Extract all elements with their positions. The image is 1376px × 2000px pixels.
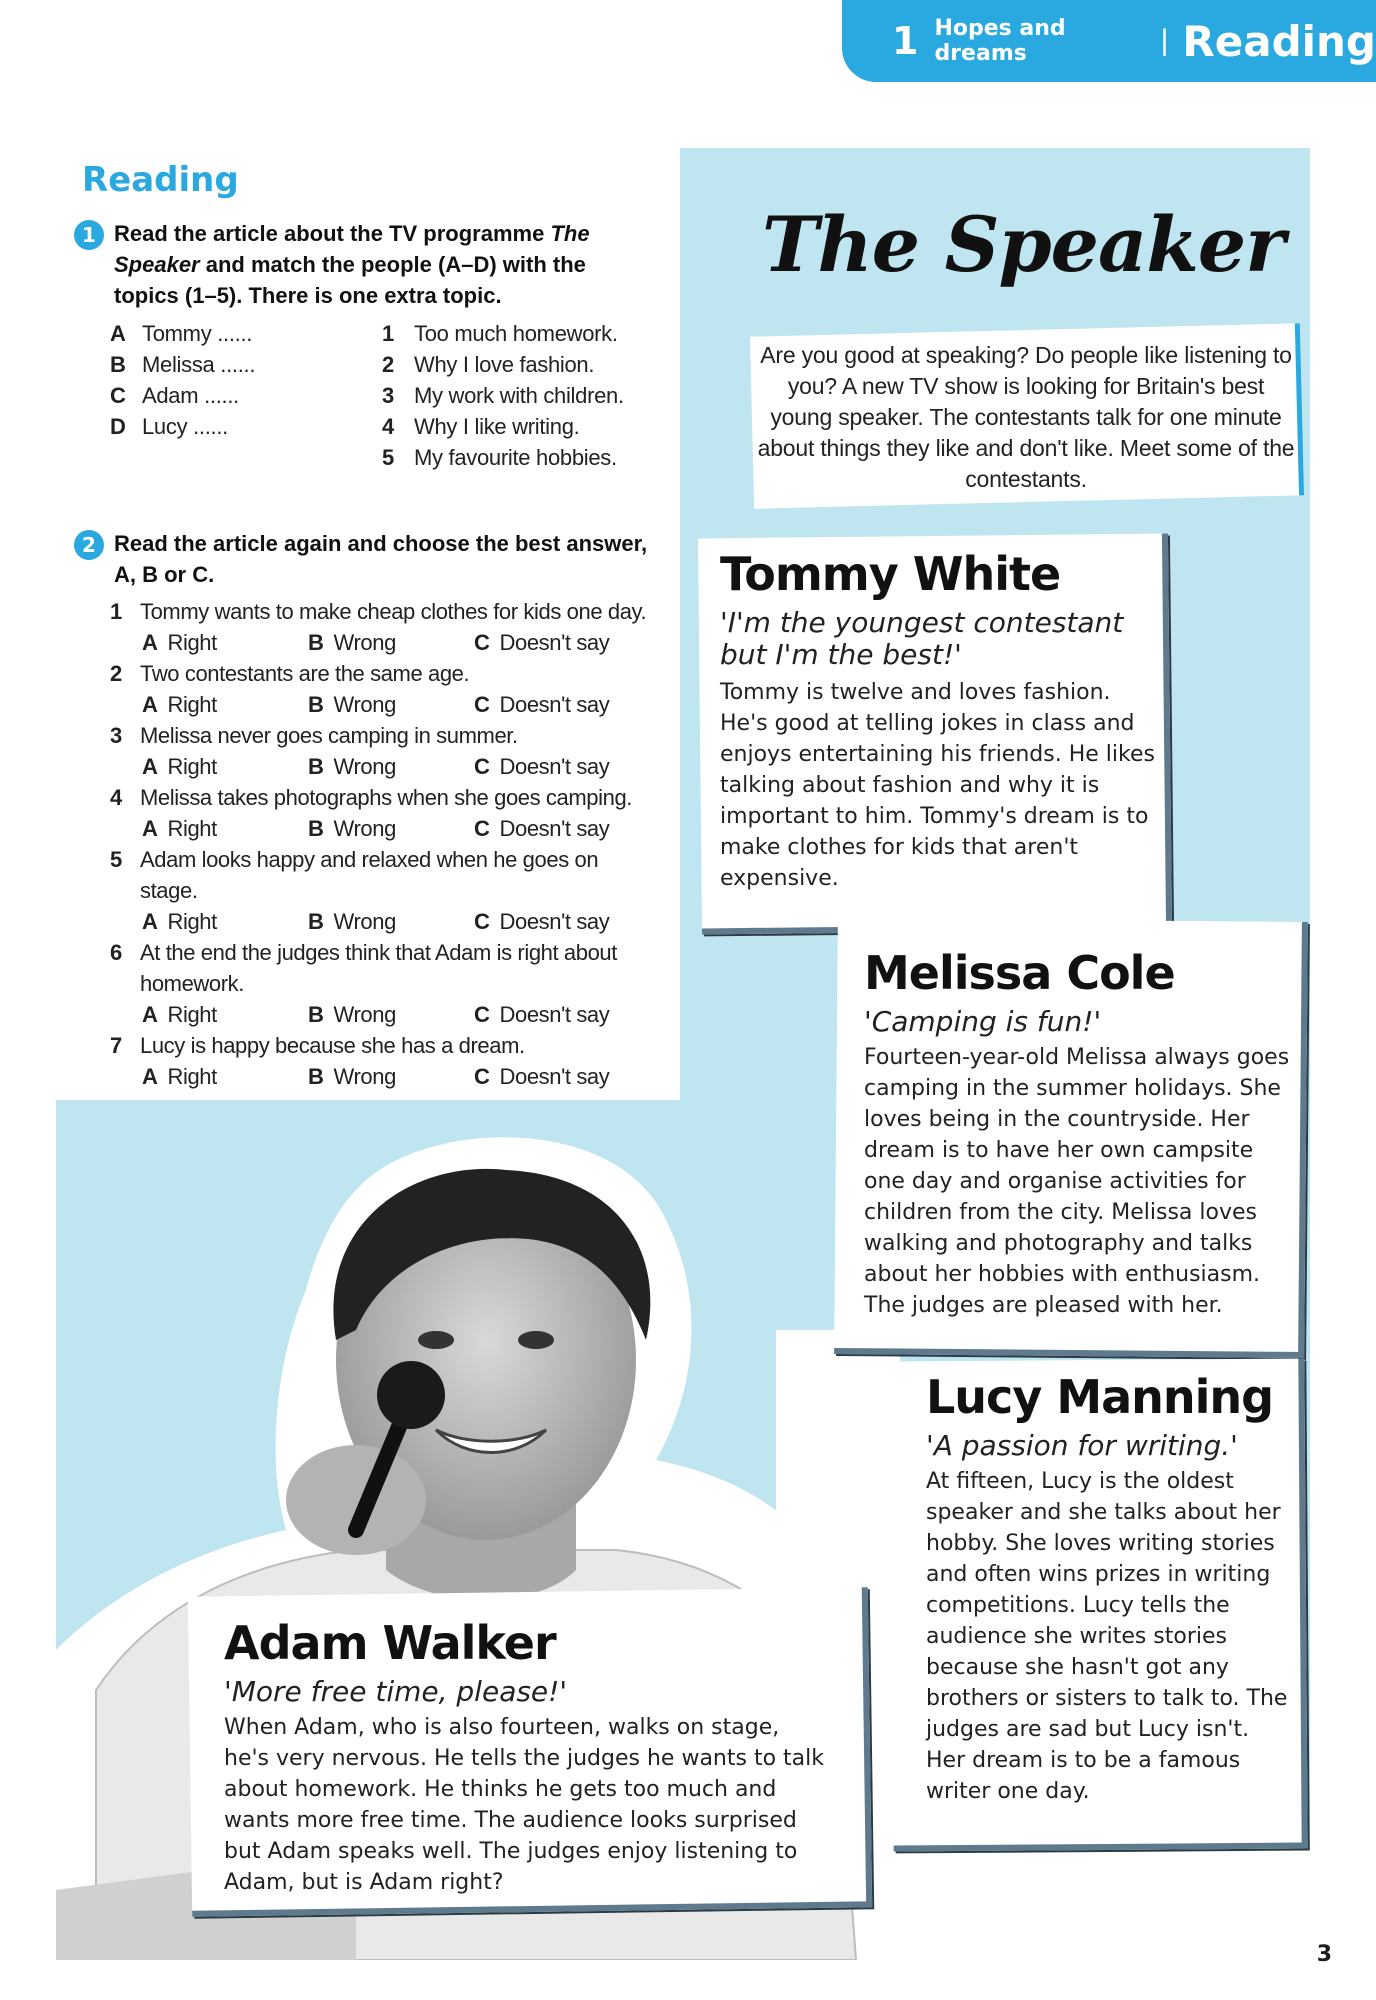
contestant-description: Fourteen-year-old Melissa always goes camping in the summer holidays. She loves being in the countryside. Her dream is to have her own campsite one day and organise activities for children from the city. Melissa loves walking and photography and talks about her hobbies with enthusiasm. The judges are pleased with her. [864, 1045, 1290, 1318]
exercise-2-number: 2 [74, 530, 104, 560]
contestant-tommy [720, 545, 1160, 894]
person-row: C Adam ...... [110, 383, 239, 408]
contestant-description: Tommy is twelve and loves fashion. He's good at telling jokes in class and enjoys entertaining his friends. He likes talking about fashion and why it is important to him. Tommy's dream is to make clothes for kids that aren't expensive. [720, 680, 1155, 891]
option-c[interactable]: C Doesn't say [474, 630, 610, 655]
topic-row: 1 Too much homework. [382, 321, 618, 346]
exercise-1 [74, 218, 634, 311]
contestant-adam [224, 1614, 824, 1898]
unit-title: Hopes and dreams [934, 16, 1066, 66]
topic-row: 2 Why I love fashion. [382, 352, 595, 377]
article-title: The Speaker [762, 200, 1285, 289]
contestant-quote: 'More free time, please!' [224, 1675, 568, 1708]
option-b[interactable]: B Wrong [308, 909, 396, 934]
contestant-quote: 'Camping is fun!' [864, 1005, 1102, 1038]
question-item: 4 Melissa takes photographs when she goes camping. A Right B Wrong C Doesn't say [110, 782, 650, 844]
option-b[interactable]: B Wrong [308, 1064, 396, 1089]
answer-options [110, 999, 650, 1030]
question-item: 6 At the end the judges think that Adam is right about homework. A Right B Wrong C Doesn't say [110, 937, 650, 1030]
option-a[interactable]: A Right [142, 630, 217, 655]
answer-options [110, 751, 650, 782]
answer-options [110, 906, 650, 937]
topic-row: 4 Why I like writing. [382, 414, 580, 439]
contestant-name: Tommy White [720, 547, 1061, 601]
option-a[interactable]: A Right [142, 816, 217, 841]
unit-number: 1 [892, 19, 919, 63]
question-item: 2 Two contestants are the same age. A Right B Wrong C Doesn't say [110, 658, 650, 720]
article-intro: Are you good at speaking? Do people like listening to you? A new TV show is looking for Britain's best young speaker. The contestants talk for one minute about things they like and don't like. Meet some of the contestants. [757, 342, 1295, 492]
option-a[interactable]: A Right [142, 1002, 217, 1027]
answer-options [110, 689, 650, 720]
section-heading: Reading [82, 160, 239, 200]
answer-options [110, 627, 650, 658]
page-number: 3 [1316, 1942, 1332, 1967]
option-b[interactable]: B Wrong [308, 816, 396, 841]
option-a[interactable]: A Right [142, 909, 217, 934]
person-row: B Melissa ...... [110, 352, 256, 377]
contestant-quote: 'I'm the youngest contestant but I'm the best!' [720, 606, 1124, 671]
option-b[interactable]: B Wrong [308, 754, 396, 779]
option-a[interactable]: A Right [142, 1064, 217, 1089]
contestant-melissa [864, 944, 1294, 1321]
option-c[interactable]: C Doesn't say [474, 754, 610, 779]
contestant-description: At fifteen, Lucy is the oldest speaker and she talks about her hobby. She loves writing stories and often wins prizes in writing competitions. Lucy tells the audience she writes stories because she hasn't got any brothers or sisters to talk to. The judges are sad but Lucy isn't. Her dream is to be a famous writer one day. [926, 1469, 1288, 1804]
topic-row: 5 My favourite hobbies. [382, 445, 617, 470]
answer-options [110, 1061, 650, 1092]
exercise-2-instruction: Read the article again and choose the best answer, A, B or C. [114, 531, 648, 587]
option-b[interactable]: B Wrong [308, 1002, 396, 1027]
question-item: 3 Melissa never goes camping in summer. A Right B Wrong C Doesn't say [110, 720, 650, 782]
people-column [110, 318, 255, 442]
topic-row: 3 My work with children. [382, 383, 624, 408]
option-a[interactable]: A Right [142, 754, 217, 779]
exercise-1-number: 1 [74, 220, 104, 250]
header-section: Reading [1182, 16, 1376, 66]
header-separator: | [1160, 24, 1169, 57]
option-b[interactable]: B Wrong [308, 630, 396, 655]
question-item: 5 Adam looks happy and relaxed when he goes on stage. A Right B Wrong C Doesn't say [110, 844, 650, 937]
exercise-1-instruction: Read the article about the TV programme The Speaker and match the people (A–D) with the topics (1–5). There is one extra topic. [114, 221, 590, 308]
option-c[interactable]: C Doesn't say [474, 816, 610, 841]
contestant-lucy [926, 1368, 1292, 1807]
option-c[interactable]: C Doesn't say [474, 692, 610, 717]
exercise-2 [74, 528, 654, 590]
option-c[interactable]: C Doesn't say [474, 1064, 610, 1089]
matching-table [110, 318, 650, 478]
person-row: D Lucy ...... [110, 414, 228, 439]
contestant-quote: 'A passion for writing.' [926, 1429, 1238, 1462]
unit-header-tab [842, 0, 1376, 82]
contestant-name: Melissa Cole [864, 946, 1175, 1000]
option-c[interactable]: C Doesn't say [474, 909, 610, 934]
answer-options [110, 813, 650, 844]
contestant-name: Lucy Manning [926, 1370, 1274, 1424]
question-list [110, 596, 650, 1092]
question-item: 1 Tommy wants to make cheap clothes for kids one day. A Right B Wrong C Doesn't say [110, 596, 650, 658]
option-b[interactable]: B Wrong [308, 692, 396, 717]
person-row: A Tommy ...... [110, 321, 253, 346]
question-item: 7 Lucy is happy because she has a dream. A Right B Wrong C Doesn't say [110, 1030, 650, 1092]
option-a[interactable]: A Right [142, 692, 217, 717]
contestant-name: Adam Walker [224, 1616, 556, 1670]
option-c[interactable]: C Doesn't say [474, 1002, 610, 1027]
topics-column [382, 318, 624, 473]
contestant-description: When Adam, who is also fourteen, walks on stage, he's very nervous. He tells the judges he wants to talk about homework. He thinks he gets too much and wants more free time. The audience looks surprised but Adam speaks well. The judges enjoy listening to Adam, but is Adam right? [224, 1715, 824, 1895]
